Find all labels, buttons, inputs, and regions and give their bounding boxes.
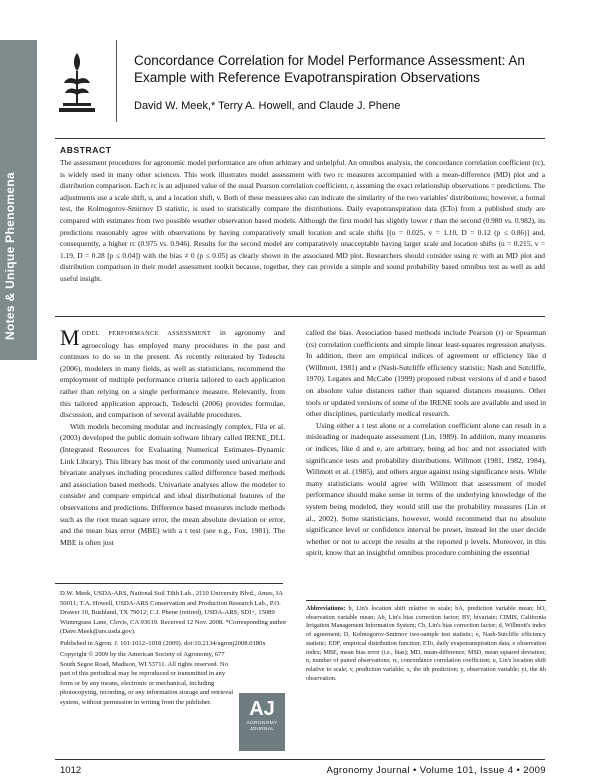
copyright-notice: Copyright © 2009 by the American Society of Agronomy, 677 South Segoe Road, Madison, WI 53711. All rights reserved. No part of this periodical may be reproduced or transmitted in any form or by any means, electronic or mechanical, including photocopying, recording, or any information storage and retrieval system, without permission in writing from the publisher. [60, 651, 234, 706]
paragraph: Using either a t test alone or a correlation coefficient alone can result in a misleading or inadequate assessment (Lin, 1989). In addition, many measures or indices, like d and e, are arbitrary, being ad hoc and not associated with significance tests and probability distributions. Willmott (1981, 1982, 1984), Willmott et al. (1985), and others argue against using significance tests. While many statisticians would agree with Willmott that assessment of model performance should make sense in terms of the underlying knowledge of the system being modeled, they would still use the probability measures (Lin et al., 2002). Some statisticians, however, would recommend that no absolute significance level or confidence interval be preset, instead let the user decide whether or not to accept the results at the reported p levels. Moreover, in this spirit, know that an insightful omnibus procedure combining the essential [306, 420, 546, 558]
journal-logo-name: AGRONOMY JOURNAL [246, 721, 278, 732]
section-tab [0, 40, 37, 360]
footnote-rule [55, 583, 283, 584]
journal-logo [239, 693, 285, 751]
abstract-heading: ABSTRACT [60, 145, 112, 155]
paragraph: called the bias. Association based methods include Pearson (r) or Spearman (rs) correlation coefficients and simple linear least-squares regression analysis. In addition, there are empirical indices of agreement or efficiency like d (Willmott, 1981) and e (Nash-Sutcliffe efficiency statistic; Nash and Sutcliffe, 1970). Legates and McCabe (1999) proposed robust versions of d and e based on absolute value distances rather than squared distances measures. Other tools or updated versions of some of the IRENE tools are available and used in other disciplines, particularly medical research. [306, 328, 546, 419]
footnote-block [60, 589, 288, 709]
body-column-left [60, 327, 285, 548]
abbreviations-rule [306, 600, 546, 601]
author-list: David W. Meek,* Terry A. Howell, and Claude J. Phene [134, 100, 401, 112]
journal-logo-letters: AJ [249, 698, 275, 720]
author-affiliations: D.W. Meek, USDA-ARS, National Soil Tilth Lab., 2110 University Blvd., Ames, IA 50011; T.A. Howell, USDA-ARS Conservation and Production Research Lab., P.O. Drawer 10, Bushland, TX 79012; C.J. Phene (retired), USDA-ARS, SDI+, 15089 Wintergrass Lane, Clovis, CA 93619. Received 12 Nov. 2008. *Corresponding author (Dave.Meek@ars.usda.gov). [60, 590, 287, 635]
abstract-text: The assessment procedures for agronomic model performance are often arbitrary and unhelpful. An omnibus analysis, the concordance correlation coefficient (rc), is widely used in many other sciences. This work illustrates model assessment with two rc measures accompanied with a mean-difference (MD) plot and a distribution comparison. Each rc is an adjusted value of the usual Pearson correlation coefficient, r, assuming the exact relationship observations = predictions. The adjustments use a scale shift, u, and a location shift, v. Both of these measures also can indicate the similarity of the two variables' distributions; however, a formal test, the Kolmogorov-Smirnov D statistic, is used to statistically compare the distributions. Daily evapotranspiration data (ETo) from a published study are compared with estimates from two possible weather observation based models. Although the first model has slightly lower r than the second (0.980 vs. 0.982), its predictions reasonably agree with observations by having comparatively small location and scale shifts [(u = 0.025, v = 1.10, D = 0.12 (p ≤ 0.86)] and, consequently, a higher rc (0.975 vs. 0.946). Results for the second model are comparatively unacceptable having larger scale and location shifts (u = 0.215, v = 1.19, D = 0.28 [p ≤ 0.04]) with the bias ≠ 0 (p ≤ 0.05) as clearly shown in the associated MD plot. Researchers should consider using rc with an MD plot and distribution comparison in their model assessment toolkit because, together, they can provide a simple and sound probability based omnibus test as well as add useful insight. [60, 158, 545, 283]
abbreviations-text: b, Lin's location shift relative to scale; bA, prediction variable mean; bO, observation variable mean; Ab, Lin's bias correction factor; BV, bivariate; CIMIS, California Irrigation Management Information System; Cb, Lin's bias correction factor; d, Willmott's index of agreement; D, Kolmogorov-Smirnov two-sample test statistic; e, Nash-Sutcliffe efficiency statistic; EDF, empirical distribution function; ETo, daily evapotranspiration data; e observation index; MBE, mean bias error (i.e., bias); MD, mean-difference; MSD, mean squared deviation; n, number of paired observations; rc, concordance correlation coefficient; u, Lin's location shift relative to scale; v, prediction variable; x, the ith prediction; y, observation variable; yi, the ith observation. [306, 605, 547, 682]
header-divider [116, 40, 117, 122]
drop-cap: M [60, 325, 80, 350]
paragraph: With models becoming modular and increasingly complex, Fila et al. (2003) developed the public domain software library called IRENE_DLL (Integrated Resources for Evaluating Numerical Estimates–Dynamic Link Library). This library has most of the commonly used univariate and bivariate analyses including procedures called difference based methods and association based methods. Univariate analyses allow the modeler to consider and compare empirical and ideal distributional features of the observations and predictions. Difference based measures include methods such as the root mean square error, the mean absolute deviation or error, and the mean bias error (MBE) with a t test (see e.g., Fox, 1981). The MBE is often just [60, 421, 285, 547]
society-seal-icon [55, 45, 100, 120]
publication-info: Published in Agron. J. 101:1012–1018 (2009). doi:10.2134/agronj2008.0180x [60, 639, 266, 647]
paragraph: in agronomy and agroecology has employed many procedures in the past and continues to do so in the present. As recently reiterated by Tedeschi (2006), modelers in many fields, as well as statisticians, recommend the employment of multiple performance criteria tailored to each application rather than relying on a single performance measure. Relevantly, from this tailored application approach, Tedeschi (2006) provides formulae, discussion, and comparison of several available procedures. [60, 328, 285, 420]
section-tab-label: Notes & Unique Phenomena [3, 172, 17, 340]
journal-citation: Agronomy Journal • Volume 101, Issue 4 • 2009 [326, 765, 546, 776]
lead-smallcaps: ODEL PERFORMANCE ASSESSMENT [81, 330, 212, 337]
abbreviations-box [306, 605, 546, 683]
body-column-right [306, 327, 546, 559]
abstract-bottom-rule [55, 316, 545, 317]
page-number: 1012 [60, 765, 82, 776]
footer-rule [55, 759, 545, 760]
article-title: Concordance Correlation for Model Performance Assessment: An Example with Reference Evapotranspiration Observations [134, 53, 525, 85]
abbreviations-label: Abbreviations: [306, 605, 346, 612]
top-rule [55, 138, 545, 139]
